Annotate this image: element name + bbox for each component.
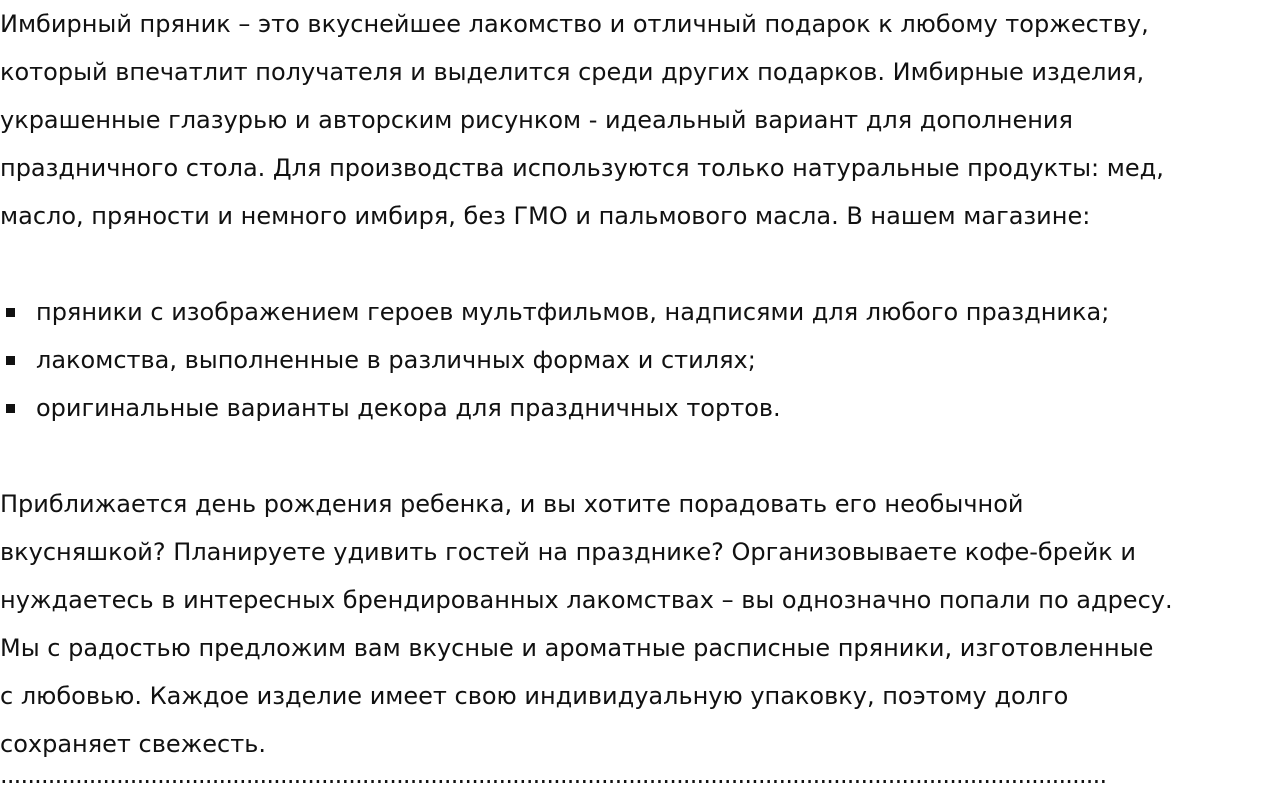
paragraph-spacer	[0, 240, 1270, 288]
features-list-item	[0, 288, 1270, 336]
paragraph-spacer	[0, 432, 1270, 480]
features-list-item	[0, 336, 1270, 384]
outro-line: сохраняет свежесть.	[0, 730, 266, 758]
intro-line: праздничного стола. Для производства используются только натуральные продукты: мед,	[0, 154, 1164, 182]
square-bullet-icon	[6, 404, 15, 413]
features-item-text: оригинальные варианты декора для праздничных тортов.	[36, 394, 781, 422]
outro-line: нуждаетесь в интересных брендированных лакомствах – вы однозначно попали по адресу.	[0, 586, 1173, 614]
intro-line: Имбирный пряник – это вкуснейшее лакомство и отличный подарок к любому торжеству,	[0, 10, 1149, 38]
features-item-text: пряники с изображением героев мультфильмов, надписями для любого праздника;	[36, 298, 1110, 326]
square-bullet-icon	[6, 308, 15, 317]
outro-line: Приближается день рождения ребенка, и вы хотите порадовать его необычной	[0, 490, 1024, 518]
intro-line: масло, пряности и немного имбиря, без ГМО и пальмового масла. В нашем магазине:	[0, 202, 1091, 230]
outro-line: с любовью. Каждое изделие имеет свою индивидуальную упаковку, поэтому долго	[0, 682, 1069, 710]
dotted-separator: ..................................................................................................................................................................	[0, 761, 1107, 789]
features-item-text: лакомства, выполненные в различных формах и стилях;	[36, 346, 756, 374]
intro-paragraph	[0, 0, 1270, 240]
outro-line: Мы с радостью предложим вам вкусные и ароматные расписные пряники, изготовленные	[0, 634, 1154, 662]
intro-line: украшенные глазурью и авторским рисунком - идеальный вариант для дополнения	[0, 106, 1073, 134]
square-bullet-icon	[6, 356, 15, 365]
outro-line: вкусняшкой? Планируете удивить гостей на празднике? Организовываете кофе-брейк и	[0, 538, 1137, 566]
features-list	[0, 288, 1270, 432]
features-list-item	[0, 384, 1270, 432]
intro-line: который впечатлит получателя и выделится среди других подарков. Имбирные изделия,	[0, 58, 1145, 86]
outro-paragraph	[0, 480, 1270, 768]
